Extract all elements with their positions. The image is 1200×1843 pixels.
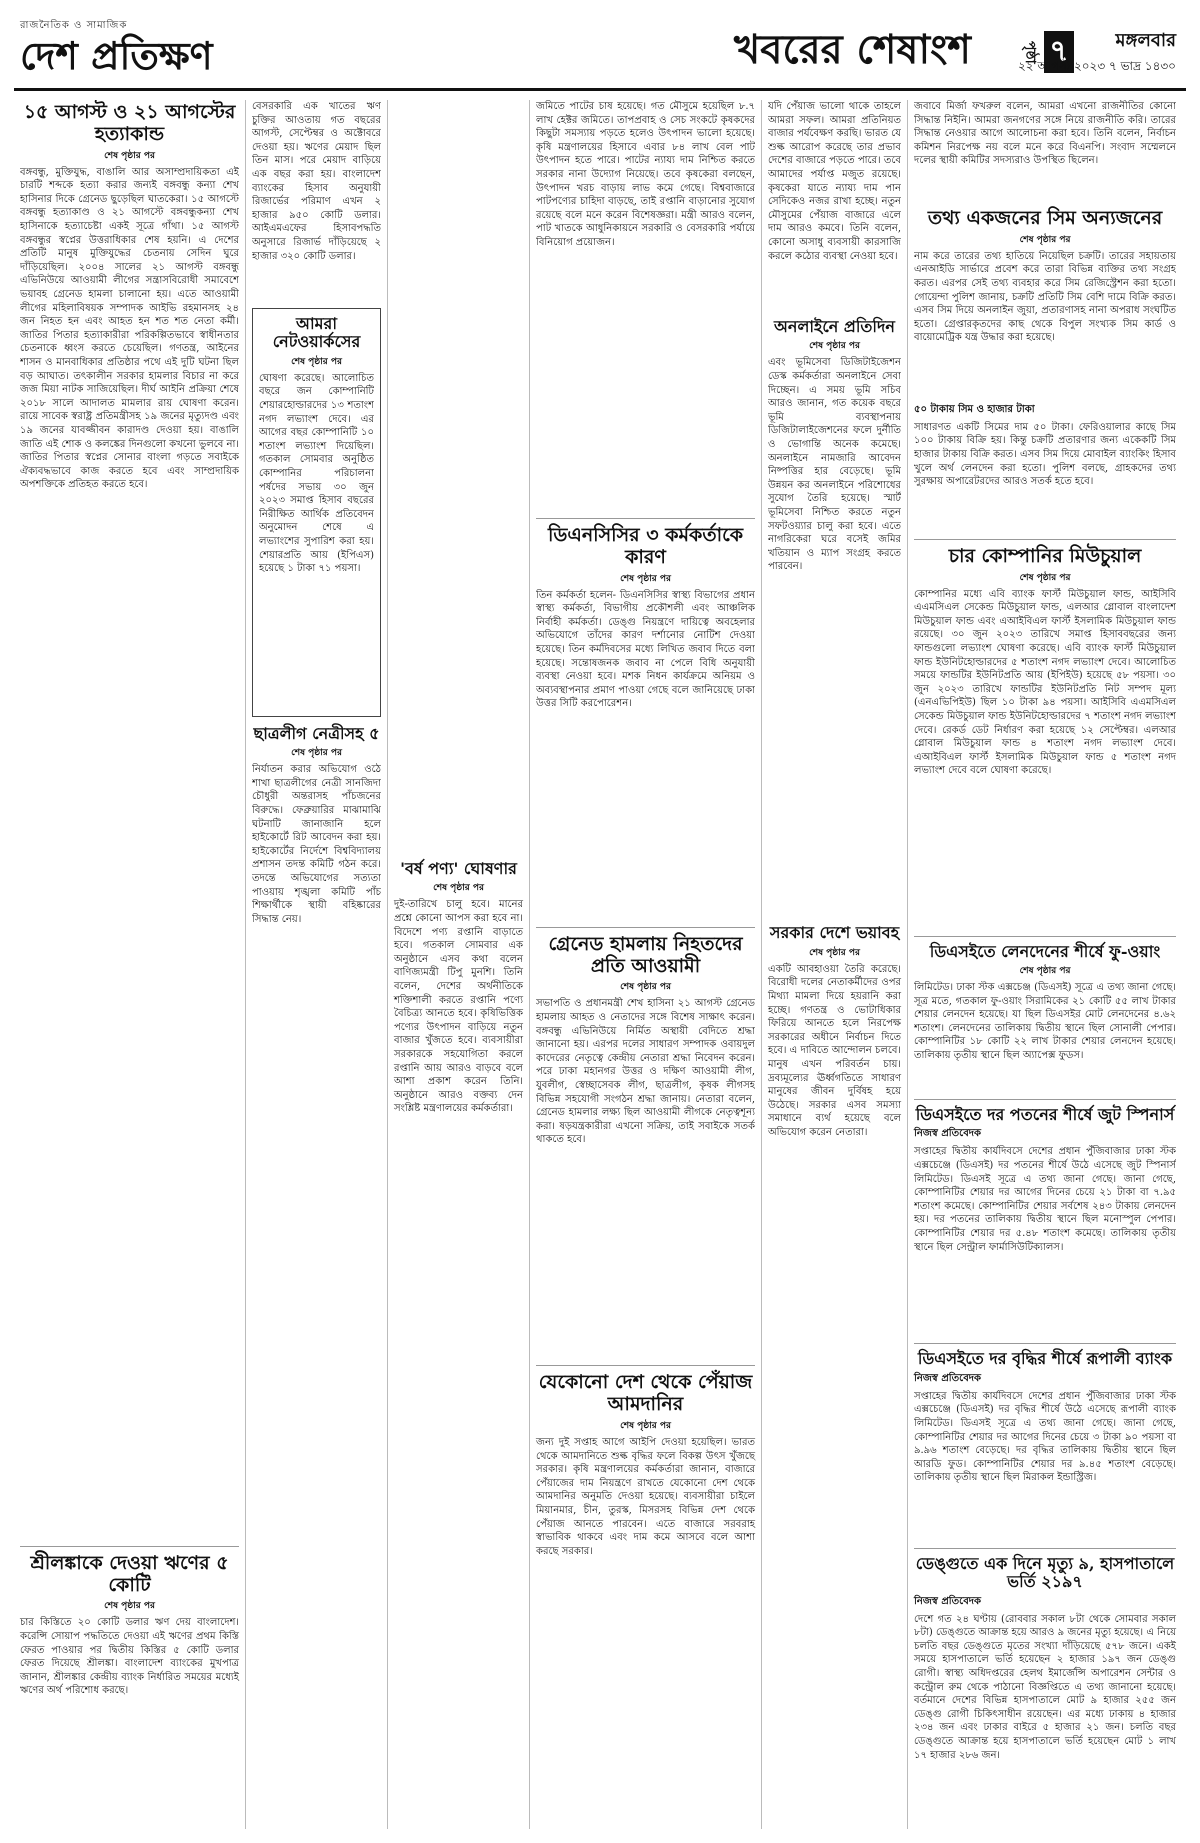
story-borshapanyo — [394, 860, 523, 1116]
story-body: বেসরকারি এক খাতের ঋণ চুক্তির আওতায় গত বছরের আগস্ট, সেপ্টেম্বর ও অক্টোবরে দেওয়া হয়। ঋণের মেয়াদ ছিল তিন মাস। পরে মেয়াদ বাড়িয়ে এক বছর করা হয়। বাংলাদেশ ব্যাংকের হিসাব অনুযায়ী রিজার্ভের পরিমাণ এখন ২ হাজার ৯৫০ কোটি ডলার। আইএমএফের হিসাবপদ্ধতি অনুসারে রিজার্ভ দাঁড়িয়েছে ২ হাজার ৩২০ কোটি ডলার। — [252, 101, 381, 262]
continued-label: শেষ পৃষ্ঠার পর — [1019, 572, 1071, 583]
story-rupali — [914, 1350, 1176, 1539]
story-body: তিন কর্মকর্তা হলেন- ডিএনসিসির স্বাস্থ্য বিভাগের প্রধান স্বাস্থ্য কর্মকর্তা, বিভাগীয় প্রকৌশলী এবং আঞ্চলিক নির্বাহী কর্মকর্তা। ডেঙ্গু নিয়ন্ত্রণে দায়িত্বে অবহেলার অভিযোগে তাঁদের কারণ দর্শানোর নোটিশ দেওয়া হয়েছে। তিন কর্মদিবসের মধ্যে লিখিত জবাব দিতে বলা হয়েছে। সন্তোষজনক জবাব না পেলে বিধি অনুযায়ী ব্যবস্থা নেওয়া হবে। মশক নিধন কার্যক্রমে অনিয়ম ও অব্যবস্থাপনার প্রমাণ পাওয়া গেছে বলে জানিয়েছে ঢাকা উত্তর সিটি করপোরেশন। — [536, 589, 755, 710]
story-body: জবাবে মির্জা ফখরুল বলেন, আমরা এখনো রাজনীতির কোনো সিদ্ধান্ত নিইনি। আমরা জনগণের সঙ্গে নিয়ে রাজনীতি করি। তারের সিদ্ধান্ত নেওয়ার আগে আলোচনা করা হবে। তিনি বলেন, নির্বাচন কমিশন নিরপেক্ষ নয় বলে মনে করে বিএনপি। সংবাদ সম্মেলনে দলের স্থায়ী কমিটির সদস্যরাও উপস্থিত ছিলেন। — [914, 101, 1176, 167]
story-network — [252, 308, 381, 717]
story-body: কোম্পানির মধ্যে এবি ব্যাংক ফার্স্ট মিউচুয়াল ফান্ড, আইসিবি এএমসিএল সেকেন্ড মিউচুয়াল ফান্ড, এলআর গ্লোবাল বাংলাদেশ মিউচুয়াল ফান্ড এবং এআইবিএল ফার্স্ট ইসলামিক মিউচুয়াল ফান্ড রয়েছে। ৩০ জুন ২০২৩ তারিখে সমাপ্ত হিসাববছরের জন্য ফান্ডগুলো লভ্যাংশ ঘোষণা করেছে। এবি ব্যাংক ফার্স্ট মিউচুয়াল ফান্ড ইউনিটহোল্ডারদের ৫ শতাংশ নগদ লভ্যাংশ দেবে। আলোচিত সময়ে ফান্ডটির ইউনিটপ্রতি আয় (ইপিইউ) হয়েছে ৫৮ পয়সা। ৩০ জুন ২০২৩ তারিখে ফান্ডটির ইউনিটপ্রতি নিট সম্পদ মূল্য (এনএভিপিইউ) ছিল ১০ টাকা ৯৪ পয়সা। আইসিবি এএমসিএল সেকেন্ড মিউচুয়াল ফান্ড ইউনিটহোল্ডারদের ৭ শতাংশ নগদ লভ্যাংশ দেবে। রেকর্ড ডেট নির্ধারণ করা হয়েছে ১২ সেপ্টেম্বর। এলআর গ্লোবাল মিউচুয়াল ফান্ড ৪ শতাংশ নগদ লভ্যাংশ দেবে। এআইবিএল ফার্স্ট ইসলামিক মিউচুয়াল ফান্ড ৫ শতাংশ নগদ লভ্যাংশ দেবে বলে ঘোষণা করেছে। — [914, 588, 1176, 777]
divider — [914, 936, 1176, 937]
continued-label: শেষ পৃষ্ঠার পর — [291, 356, 342, 367]
story-body: একটি আবহাওয়া তৈরি করেছে। বিরোধী দলের নেতাকর্মীদের ওপর মিথ্যা মামলা দিয়ে হয়রানি করা হচ্ছে। গণতন্ত্র ও ভোটাধিকার ফিরিয়ে আনতে হলে নিরপেক্ষ সরকারের অধীনে নির্বাচন দিতে হবে। এ দাবিতে আন্দোলন চলবে। মানুষ এখন পরিবর্তন চায়। দ্রব্যমূল্যের ঊর্ধ্বগতিতে সাধারণ মানুষের জীবন দুর্বিষহ হয়ে উঠেছে। সরকার এসব সমস্যা সমাধানে ব্যর্থ হয়েছে বলে অভিযোগ করেন নেতারা। — [768, 963, 901, 1138]
divider — [20, 1546, 239, 1547]
story-char — [914, 546, 1176, 928]
divider — [914, 1548, 1176, 1549]
headline: আমরা নেটওয়ার্কসের — [272, 314, 361, 352]
issue-date: ২২ আগস্ট ২০২৩ ৭ ভাদ্র ১৪৩০ — [1017, 59, 1176, 73]
story-body: নির্যাতন করার অভিযোগ ওঠে শাখা ছাত্রলীগের নেত্রী সানজিদা চৌধুরী অন্তরাসহ পাঁচজনের বিরুদ্ধে। ফেব্রুয়ারির মাঝামাঝি ঘটনাটি জানাজানি হলে হাইকোর্টে রিট আবেদন করা হয়। হাইকোর্টের নির্দেশে বিশ্ববিদ্যালয় প্রশাসন তদন্ত কমিটি গঠন করে। তদন্তে অভিযোগের সত্যতা পাওয়ায় শৃঙ্খলা কমিটি পাঁচ শিক্ষার্থীকে স্থায়ী বহিষ্কারের সিদ্ধান্ত নেয়। — [252, 764, 381, 925]
brand-tagline: রাজনৈতিক ও সামাজিক — [20, 20, 128, 31]
story-kothaboli — [768, 100, 901, 310]
story-body: লিমিটেড। ঢাকা স্টক এক্সচেঞ্জ (ডিএসই) সূত্রে এ তথ্য জানা গেছে। সূত্র মতে, গতকাল ফু-ওয়াং সিরামিকের ২১ কোটি ৫৫ লাখ টাকার শেয়ার লেনদেন হয়েছে। যা ছিল ডিএসইর মোট লেনদেনের ৪.৬২ শতাংশ। লেনদেনের তালিকায় দ্বিতীয় স্থানে ছিল সোনালী পেপার। কোম্পানিটির ১৮ কোটি ২২ লাখ টাকার শেয়ার লেনদেন হয়েছে। তালিকায় তৃতীয় স্থানে ছিল অ্যাপেক্স ফুডস। — [914, 982, 1176, 1062]
story-grenade — [536, 934, 755, 1358]
continued-label: শেষ পৃষ্ঠার পর — [104, 1601, 155, 1612]
story-body: দুই-তারিখে চালু হবে। মানের প্রশ্নে কোনো আপস করা হবে না। বিদেশে পণ্য রপ্তানি বাড়াতে হবে। গতকাল সোমবার এক অনুষ্ঠানে এসব কথা বলেন বাণিজ্যমন্ত্রী টিপু মুনশি। তিনি বলেন, দেশের অর্থনীতিকে শক্তিশালী করতে রপ্তানি পণ্যে বৈচিত্র্য আনতে হবে। কৃষিভিত্তিক পণ্যের উৎপাদন বাড়িয়ে নতুন বাজার খুঁজতে হবে। ব্যবসায়ীরা সরকারকে সহযোগিতা করলে রপ্তানি আয় আরও বাড়বে বলে আশা প্রকাশ করেন তিনি। অনুষ্ঠানে আরও বক্তব্য দেন সংশ্লিষ্ট মন্ত্রণালয়ের কর্মকর্তারা। — [394, 899, 523, 1115]
story-tottho — [914, 208, 1176, 531]
article-columns — [14, 100, 1186, 1829]
column-5 — [762, 100, 908, 1829]
story-sarkar — [768, 924, 901, 1139]
headline: সরকার দেশে ভয়াবহ — [769, 923, 900, 943]
headline: গ্রেনেড হামলায় নিহতদের প্রতি আওয়ামী — [548, 932, 743, 977]
story-dengue — [914, 1555, 1176, 1762]
story-dnc — [536, 525, 755, 919]
masthead — [14, 0, 1186, 91]
continued-label: শেষ পৃষ্ঠার পর — [433, 883, 484, 894]
story-onion — [536, 1372, 755, 1558]
story-lenden — [914, 943, 1176, 1091]
column-1 — [14, 100, 246, 1829]
headline: চার কোম্পানির মিউচুয়াল — [948, 544, 1142, 567]
headline: ডিএসইতে লেনদেনের শীর্ষে ফু-ওয়াং — [929, 941, 1161, 961]
headline: ডিএসইতে দর পতনের শীর্ষে জুট স্পিনার্স — [915, 1105, 1175, 1125]
issue-day: মঙ্গলবার — [1115, 30, 1176, 51]
headline: তথ্য একজনের সিম অন্যজনের — [927, 207, 1163, 229]
column-3 — [388, 100, 530, 1829]
continued-label: শেষ পৃষ্ঠার পর — [1019, 966, 1071, 977]
page-label: পৃষ্ঠা — [1022, 40, 1038, 64]
continued-label: শেষ পৃষ্ঠার পর — [620, 1421, 671, 1432]
story-body: জন্য দুই সপ্তাহ আগে আইপি দেওয়া হয়েছিল। ভারত থেকে আমদানিতে শুল্ক বৃদ্ধির ফলে বিকল্প উৎস খুঁজছে সরকার। কৃষি মন্ত্রণালয়ের কর্মকর্তারা জানান, বাজারে পেঁয়াজের দাম নিয়ন্ত্রণে রাখতে যেকোনো দেশ থেকে আমদানির অনুমতি দেওয়া হয়েছে। ব্যবসায়ীরা চাইলে মিয়ানমার, চীন, তুরস্ক, মিসরসহ বিভিন্ন দেশ থেকে পেঁয়াজ আনতে পারবেন। এতে বাজারে সরবরাহ স্বাভাবিক থাকবে এবং দাম কমে আসবে বলে আশা করছে সরকার। — [536, 1437, 755, 1557]
story-body: সভাপতি ও প্রধানমন্ত্রী শেখ হাসিনা ২১ আগস্ট গ্রেনেড হামলায় আহত ও নেতাদের সঙ্গে বিশেষ সাক্ষাৎ করেন। বঙ্গবন্ধু এভিনিউয়ে নির্মিত অস্থায়ী বেদিতে শ্রদ্ধা জানানো হয়। এরপর দলের সাধারণ সম্পাদক ওবায়দুল কাদেরের নেতৃত্বে কেন্দ্রীয় নেতারা শ্রদ্ধা নিবেদন করেন। পরে ঢাকা মহানগর উত্তর ও দক্ষিণ আওয়ামী লীগ, যুবলীগ, স্বেচ্ছাসেবক লীগ, ছাত্রলীগ, কৃষক লীগসহ বিভিন্ন সহযোগী সংগঠন শ্রদ্ধা জানায়। নেতারা বলেন, গ্রেনেড হামলার লক্ষ্য ছিল আওয়ামী লীগকে নেতৃত্বশূন্য করা। ষড়যন্ত্রকারীরা এখনো সক্রিয়, তাই সবাইকে সতর্ক থাকতে হবে। — [536, 998, 755, 1146]
brand — [20, 18, 213, 77]
byline: নিজস্ব প্রতিবেদক — [914, 1128, 982, 1140]
story-body: দেশে গত ২৪ ঘণ্টায় (রোববার সকাল ৮টা থেকে সোমবার সকাল ৮টা) ডেঙ্গুতে আক্রান্ত হয়ে আরও ৯ জনের মৃত্যু হয়েছে। এ নিয়ে চলতি বছর ডেঙ্গুতে মৃতের সংখ্যা দাঁড়িয়েছে ৫৭৮ জনে। একই সময়ে হাসপাতালে ভর্তি হয়েছেন ২ হাজার ১৯৭ জন ডেঙ্গু রোগী। স্বাস্থ্য অধিদপ্তরের হেলথ ইমার্জেন্সি অপারেশন সেন্টার ও কন্ট্রোল রুম থেকে পাঠানো বিজ্ঞপ্তিতে এ তথ্য জানানো হয়েছে। বর্তমানে দেশের বিভিন্ন হাসপাতালে মোট ৯ হাজার ২৫৫ জন ডেঙ্গু রোগী চিকিৎসাধীন রয়েছেন। এর মধ্যে ঢাকায় ৪ হাজার ২৩৪ জন এবং ঢাকার বাইরে ৫ হাজার ২১ জন। চলতি বছর ডেঙ্গুতে আক্রান্ত হয়ে হাসপাতালে ভর্তি হয়েছেন মোট ১ লাখ ১৭ হাজার ২৮৬ জন। — [914, 1613, 1176, 1761]
story-loan — [20, 1553, 239, 1698]
continued-label: শেষ পৃষ্ঠার পর — [809, 947, 860, 958]
divider — [914, 1343, 1176, 1344]
story-body: সপ্তাহের দ্বিতীয় কার্যদিবসে দেশের প্রধান পুঁজিবাজার ঢাকা স্টক এক্সচেঞ্জে (ডিএসই) দর পতনের শীর্ষে উঠে এসেছে জুট স্পিনার্স লিমিটেড। ডিএসই সূত্রে এ তথ্য জানা গেছে। জানা গেছে, কোম্পানিটির শেয়ার দর আগের দিনের চেয়ে ২১ টাকা বা ৭.৯৫ শতাংশ কমেছে। কোম্পানিটির শেয়ার সর্বশেষ ২৪৩ টাকায় লেনদেন হয়। দর পতনের তালিকায় দ্বিতীয় স্থানে ছিল মনোস্পুল পেপার। কোম্পানিটির শেয়ার দর ৫.৪৮ শতাংশ কমেছে। তালিকায় তৃতীয় স্থানে ছিল সেন্ট্রাল ফার্মাসিউটিক্যালস। — [914, 1146, 1176, 1253]
story-chhatraleague — [252, 725, 381, 1163]
section-title: খবরের শেষাংশ — [734, 26, 971, 73]
story-dhaka — [914, 100, 1176, 200]
column-6 — [908, 100, 1182, 1829]
headline: 'বর্ষ পণ্য' ঘোষণার — [400, 859, 517, 878]
continued-label: শেষ পৃষ্ঠার পর — [809, 341, 860, 352]
divider — [536, 518, 755, 519]
brand-logo: দেশ প্রতিক্ষণ — [20, 33, 213, 78]
story-body: জমিতে পাটের চাষ হয়েছে। গত মৌসুমে হয়েছিল ৮.৭ লাখ হেক্টর জমিতে। তাপপ্রবাহ ও সেচ সংকটে কৃষকদের কিছুটা সমস্যায় পড়তে হলেও উৎপাদন ভালো হয়েছে। কৃষি মন্ত্রণালয়ের হিসাবে এবার ৮৪ লাখ বেল পাট উৎপাদন হতে পারে। পাটের ন্যায্য দাম নিশ্চিত করতে সরকার নানা উদ্যোগ নিয়েছে। তবে কৃষকেরা বলছেন, উৎপাদন খরচ বাড়ায় লাভ কমে গেছে। বিশ্ববাজারে পাটপণ্যের চাহিদা বাড়ছে, তাই রপ্তানি বাড়ানোর সুযোগ রয়েছে বলে মনে করেন বিশেষজ্ঞরা। মন্ত্রী আরও বলেন, পাট খাতকে আধুনিকায়নে সরকারি ও বেসরকারি পর্যায়ে বিনিয়োগ প্রয়োজন। — [536, 101, 755, 248]
continued-label: শেষ পৃষ্ঠার পর — [104, 150, 155, 161]
divider — [914, 539, 1176, 540]
subhead: ৫০ টাকায় সিম ও হাজার টাকা — [914, 403, 1035, 415]
headline: অনলাইনে প্রতিদিন — [774, 317, 895, 336]
divider — [914, 1099, 1176, 1100]
divider — [536, 1365, 755, 1366]
continued-label: শেষ পৃষ্ঠার পর — [291, 748, 342, 759]
column-2 — [246, 100, 388, 1829]
headline: ডেঙ্গুতে এক দিনে মৃত্যু ৯, হাসপাতালে ভর্তি ২১৯৭ — [915, 1553, 1175, 1592]
story-body: ঘোষণা করেছে। আলোচিত বছরে জন কোম্পানিটি শেয়ারহোল্ডারদের ১৩ শতাংশ নগদ লভ্যাংশ দেবে। এর আগের বছর কোম্পানিটি ১০ শতাংশ লভ্যাংশ দিয়েছিল। গতকাল সোমবার অনুষ্ঠিত কোম্পানির পরিচালনা পর্ষদের সভায় ৩০ জুন ২০২৩ সমাপ্ত হিসাব বছরের নিরীক্ষিত আর্থিক প্রতিবেদন অনুমোদন শেষে এ লভ্যাংশের সুপারিশ করা হয়। শেয়ারপ্রতি আয় (ইপিএস) হয়েছে ১ টাকা ৭১ পয়সা। — [259, 372, 374, 575]
headline: ডিএসইতে দর বৃদ্ধির শীর্ষে রূপালী ব্যাংক — [917, 1349, 1173, 1369]
headline: ডিএনসিসির ৩ কর্মকর্তাকে কারণ — [547, 524, 744, 568]
story-hatyakando — [20, 102, 239, 1538]
continued-label: শেষ পৃষ্ঠার পর — [1019, 234, 1071, 245]
headline: যেকোনো দেশ থেকে পেঁয়াজ আমদানির — [538, 1371, 753, 1416]
story-body: সপ্তাহের দ্বিতীয় কার্যদিবসে দেশের প্রধান পুঁজিবাজার ঢাকা স্টক এক্সচেঞ্জে (ডিএসই) দর বৃদ্ধির শীর্ষে উঠে এসেছে রূপালী ব্যাংক লিমিটেড। ডিএসই সূত্রে এ তথ্য জানা গেছে। জানা গেছে, কোম্পানিটির শেয়ার দর আগের দিনের চেয়ে ৩ টাকা ৯০ পয়সা বা ৯.৯৬ শতাংশ বেড়েছে। দর বৃদ্ধির তালিকায় দ্বিতীয় স্থানে ছিল আরডি ফুড। কোম্পানিটির শেয়ার দর ৯.৪৫ শতাংশ বেড়েছে। তালিকায় তৃতীয় স্থানে ছিল মিরাকল ইন্ডাস্ট্রিজ। — [914, 1390, 1176, 1484]
continued-label: শেষ পৃষ্ঠার পর — [620, 573, 671, 584]
page-number: ৭ — [1044, 31, 1074, 73]
story-body: যদি পেঁয়াজ ভালো থাকে তাহলে আমরা সফল। আমরা প্রতিনিয়ত বাজার পর্যবেক্ষণ করছি। ভারত যে শুল্ক আরোপ করেছে তার প্রভাব দেশের বাজারে পড়তে পারে। তবে আমাদের পর্যাপ্ত মজুত রয়েছে। কৃষকেরা যাতে ন্যায্য দাম পান সেদিকেও নজর রাখা হচ্ছে। নতুন মৌসুমের পেঁয়াজ বাজারে এলে দাম আরও কমবে। তিনি বলেন, কোনো অসাধু ব্যবসায়ী কারসাজি করলে কঠোর ব্যবস্থা নেওয়া হবে। — [768, 101, 901, 262]
story-body: এবং ভূমিসেবা ডিজিটাইজেশন ডেস্ক কর্মকর্তারা অনলাইনে সেবা দিচ্ছেন। এ সময় ভূমি সচিব আরও জানান, গত কয়েক বছরে ভূমি ব্যবস্থাপনায় ডিজিটালাইজেশনের ফলে দুর্নীতি ও ভোগান্তি অনেক কমেছে। অনলাইনে নামজারি আবেদন নিষ্পত্তির হার বেড়েছে। ভূমি উন্নয়ন কর অনলাইনে পরিশোধের সুযোগ তৈরি হয়েছে। স্মার্ট ভূমিসেবা নিশ্চিত করতে নতুন সফটওয়্যার চালু করা হবে। এতে নাগরিকেরা ঘরে বসেই জমির খতিয়ান ও ম্যাপ সংগ্রহ করতে পারবেন। — [768, 357, 901, 573]
story-body: নাম করে তারের তথ্য হাতিয়ে নিয়েছিল চক্রটি। তারের সহায়তায় এনআইডি সার্ভারে প্রবেশ করে তারা বিভিন্ন ব্যক্তির তথ্য সংগ্রহ করত। এরপর সেই তথ্য ব্যবহার করে সিম রেজিস্ট্রেশন করা হতো। গোয়েন্দা পুলিশ জানায়, চক্রটি প্রতিটি সিম বেশি দামে বিক্রি করত। এসব সিম দিয়ে অনলাইন জুয়া, প্রতারণাসহ নানা অপরাধ সংঘটিত হতো। গ্রেপ্তারকৃতদের কাছ থেকে বিপুল সংখ্যক সিম কার্ড ও বায়োমেট্রিক যন্ত্র উদ্ধার করা হয়েছে। — [914, 250, 1176, 344]
headline: ছাত্রলীগ নেত্রীসহ ৫ — [253, 723, 380, 743]
column-4 — [530, 100, 762, 1829]
story-pitch — [536, 100, 755, 510]
headline: ১৫ আগস্ট ও ২১ আগস্টের হত্যাকান্ড — [23, 101, 236, 145]
story-bank — [252, 100, 381, 300]
story-jute — [914, 1106, 1176, 1335]
continued-label: শেষ পৃষ্ঠার পর — [620, 982, 671, 993]
headline: শ্রীলঙ্কাকে দেওয়া ঋণের ৫ কোটি — [30, 1551, 229, 1596]
divider — [536, 927, 755, 928]
story-body: সাধারণত একটি সিমের দাম ৫০ টাকা। ফেরিওয়ালার কাছে সিম ১০০ টাকায় বিক্রি হয়। কিন্তু চক্রটি প্রতারণার জন্য একেকটি সিম হাজার টাকায় বিক্রি করত। এসব সিম দিয়ে মোবাইল ব্যাংকিং হিসাব খুলে অর্থ লেনদেন করা হতো। পুলিশ বলছে, গ্রাহকদের তথ্য সুরক্ষায় অপারেটরদের আরও সতর্ক হতে হবে। — [914, 421, 1176, 488]
byline: নিজস্ব প্রতিবেদক — [914, 1595, 982, 1607]
story-body: চার কিস্তিতে ২০ কোটি ডলার ঋণ দেয় বাংলাদেশ। করেন্সি সোয়াপ পদ্ধতিতে দেওয়া এই ঋণের প্রথম কিস্তি ফেরত পাওয়ার পর দ্বিতীয় কিস্তির ৫ কোটি ডলার ফেরত দিয়েছে শ্রীলঙ্কা। বাংলাদেশ ব্যাংকের মুখপাত্র জানান, শ্রীলঙ্কার কেন্দ্রীয় ব্যাংক নির্ধারিত সময়ের মধ্যেই ঋণের অর্থ পরিশোধ করছে। — [20, 1617, 239, 1697]
story-body: বঙ্গবন্ধু, মুক্তিযুদ্ধ, বাঙালি আর অসাম্প্রদায়িকতা এই চারটি শব্দকে হত্যা করার জন্যই বঙ্গবন্ধু কন্যা শেখ হাসিনার দিকে গ্রেনেড ছুড়েছিল ঘাতকেরা। ১৫ আগস্টে বঙ্গবন্ধু হত্যাকাণ্ড ও ২১ আগস্টে বঙ্গবন্ধুকন্যা শেখ হাসিনাকে হত্যাচেষ্টা একই সূত্রে গাঁথা। ১৫ আগস্ট বঙ্গবন্ধুর স্বপ্নের উত্তরাধিকার শেষ হয়নি। এ দেশের প্রতিটি মানুষ মুক্তিযুদ্ধের চেতনায় সেদিন ঘুরে দাঁড়িয়েছিল। ২০০৪ সালের ২১ আগস্ট বঙ্গবন্ধু এভিনিউয়ে আওয়ামী লীগের সন্ত্রাসবিরোধী সমাবেশে ভয়াবহ গ্রেনেড হামলা চালানো হয়। এতে আওয়ামী লীগের মহিলাবিষয়ক সম্পাদক আইভি রহমানসহ ২৪ জন নিহত হন এবং আহত হন শত শত নেতা কর্মী। জাতির পিতার হত্যাকারীরা পরিকল্পিতভাবে স্বাধীনতার চেতনাকে ধ্বংস করতে চেয়েছিল। গণতন্ত্র, আইনের শাসন ও মানবাধিকার প্রতিষ্ঠার পথে এই দুটি ঘটনা ছিল বড় আঘাত। তৎকালীন সরকার হামলার বিচার না করে জজ মিয়া নাটক সাজিয়েছিল। দীর্ঘ আইনি প্রক্রিয়া শেষে ২০১৮ সালে আদালত মামলার রায় ঘোষণা করেন। রায়ে সাবেক স্বরাষ্ট্র প্রতিমন্ত্রীসহ ১৯ জনের মৃত্যুদণ্ড এবং ১৯ জনের যাবজ্জীবন কারাদণ্ড দেওয়া হয়। বাঙালি জাতি এই শোক ও কলঙ্কের দিনগুলো কখনো ভুলবে না। জাতির পিতার স্বপ্নের সোনার বাংলা গড়তে সবাইকে ঐক্যবদ্ধভাবে কাজ করতে হবে এবং সাম্প্রদায়িক অপশক্তিকে প্রতিহত করতে হবে। — [20, 166, 239, 491]
byline: নিজস্ব প্রতিবেদক — [914, 1372, 982, 1384]
story-online — [768, 318, 901, 916]
